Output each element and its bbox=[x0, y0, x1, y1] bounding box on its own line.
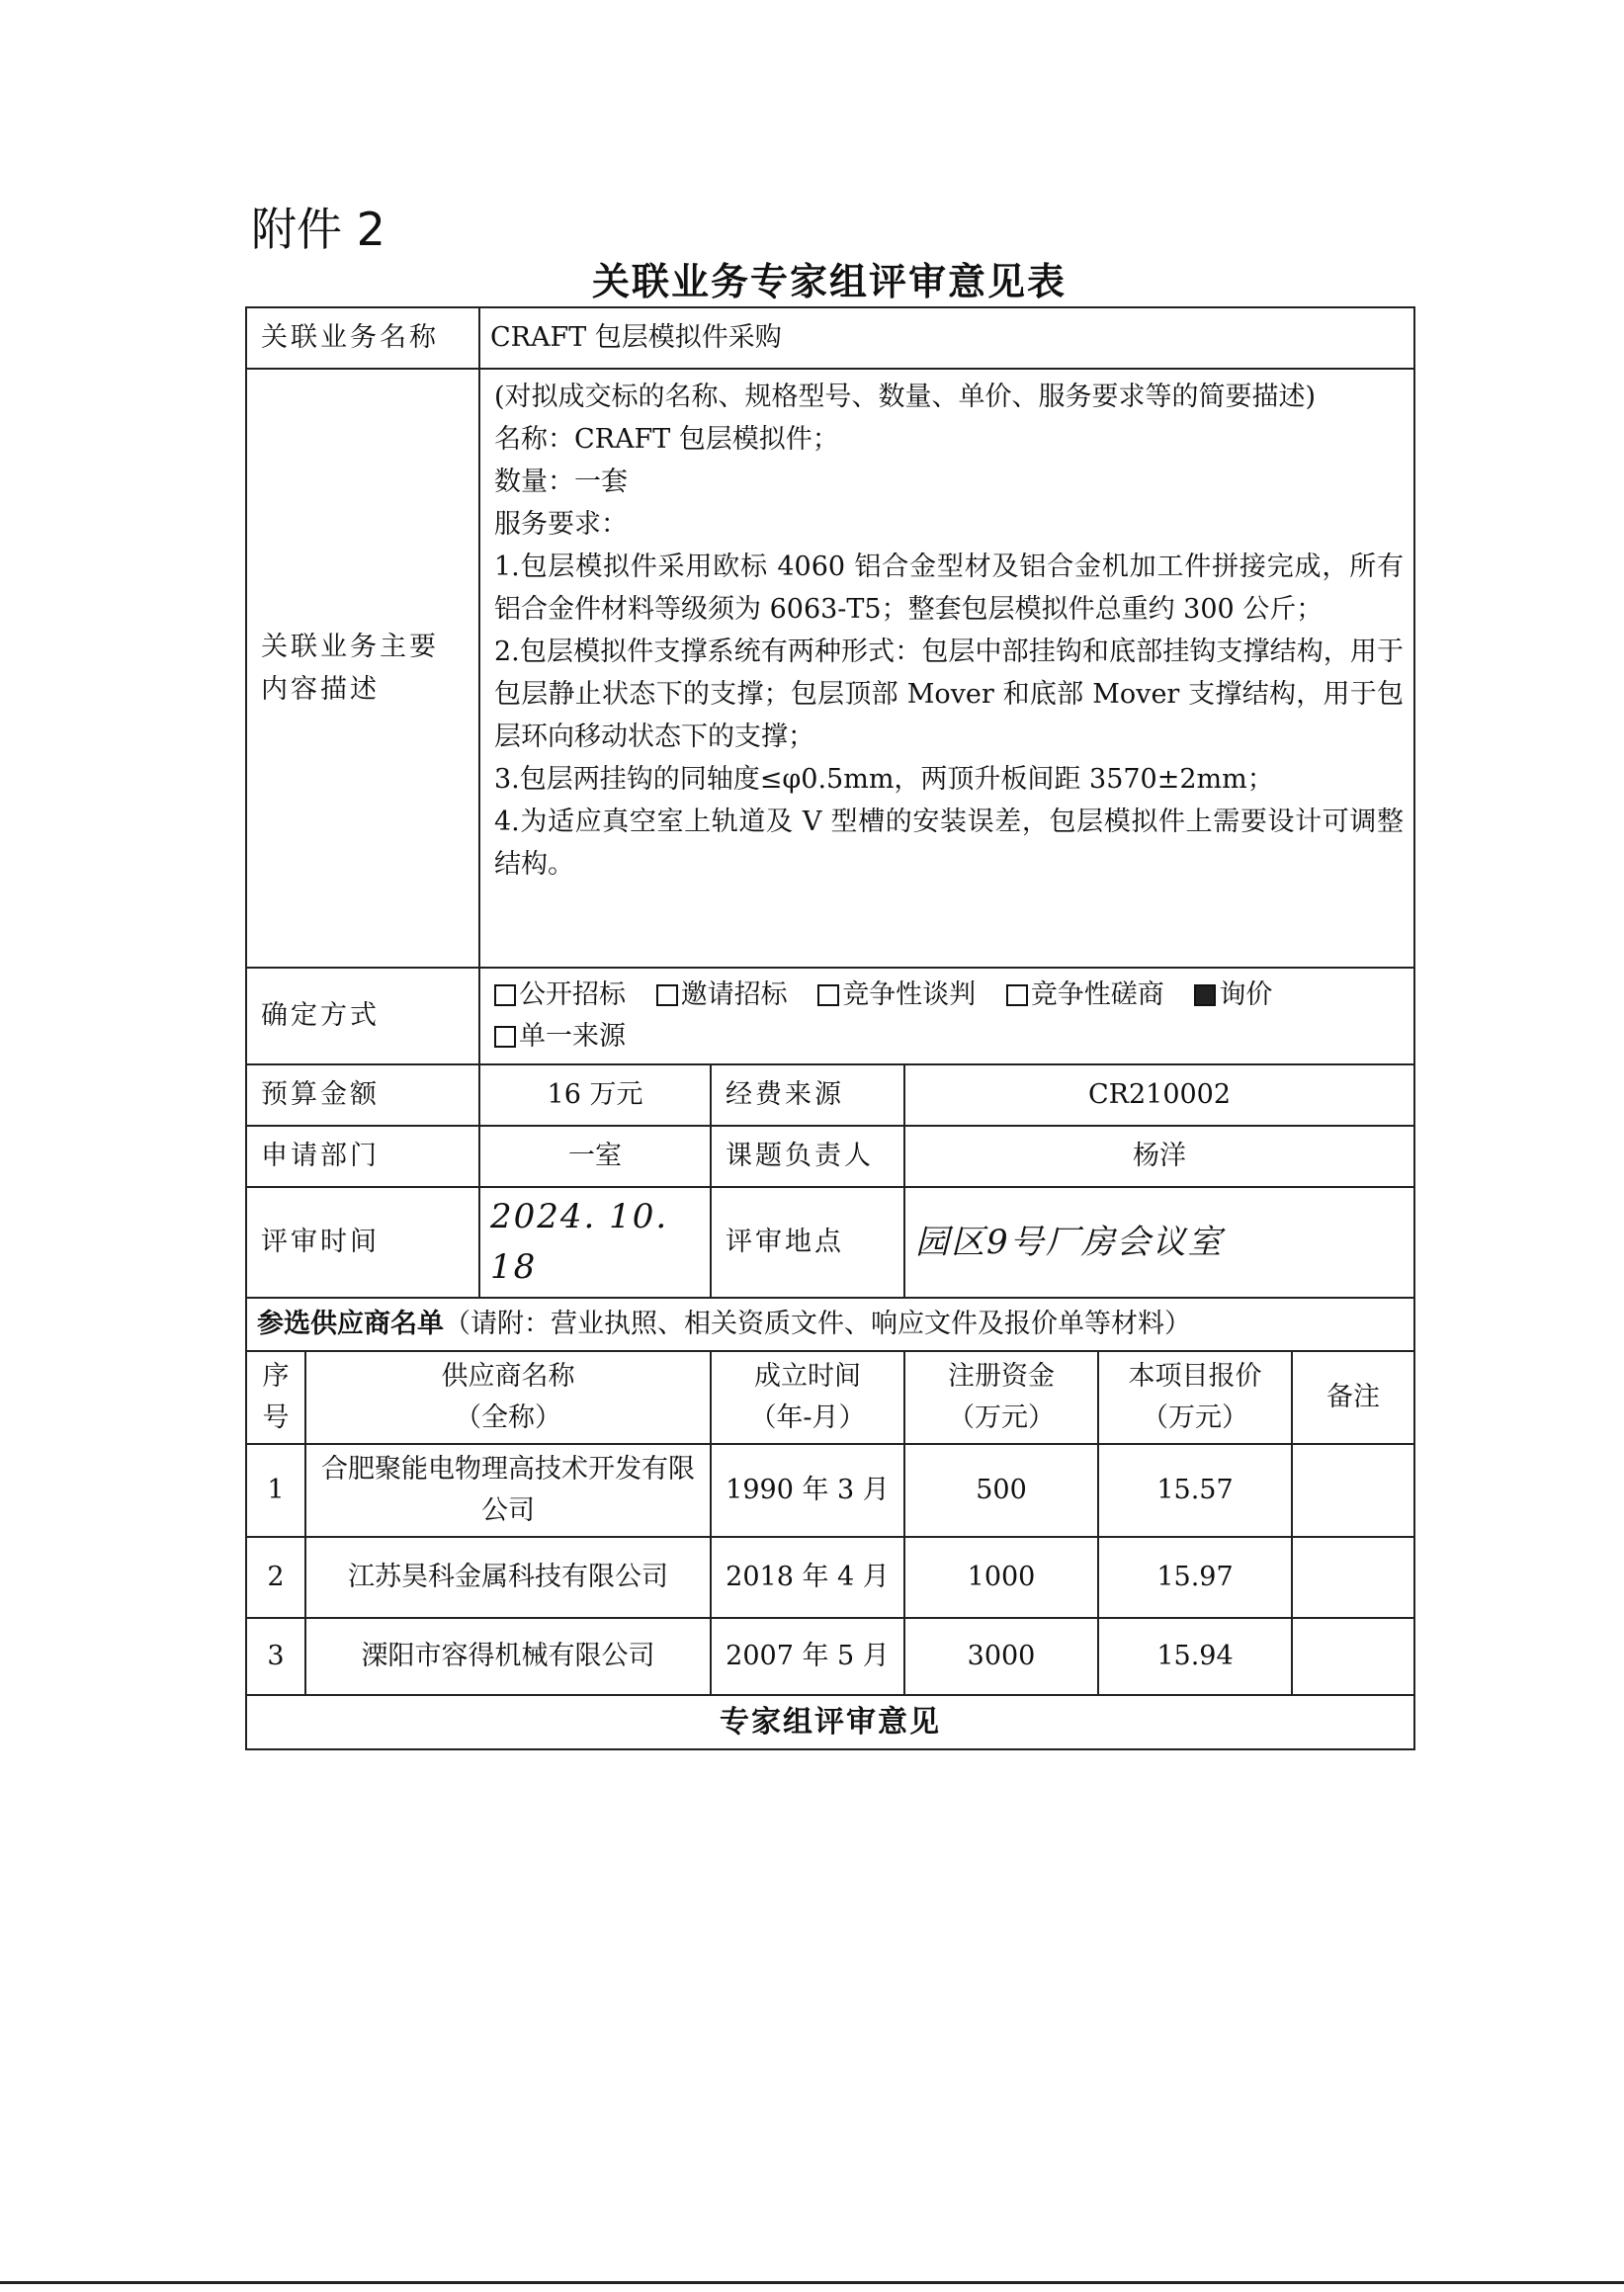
header-founded bbox=[711, 1351, 904, 1444]
method-option-public-tender[interactable] bbox=[494, 979, 626, 1010]
method-label: 确定方式 bbox=[246, 968, 479, 1064]
description-requirement-2: 2.包层模拟件支撑系统有两种形式：包层中部挂钩和底部挂钩支撑结构，用于包层静止状态下的支撑；包层顶部 Mover 和底部 Mover 支撑结构，用于包层环向移动状态下的支撑； bbox=[494, 637, 1405, 752]
header-quote bbox=[1098, 1351, 1292, 1444]
header-text: （万元） bbox=[948, 1402, 1055, 1433]
method-option-competitive-negotiation[interactable] bbox=[817, 979, 976, 1010]
supplier-name: 江苏昊科金属科技有限公司 bbox=[305, 1537, 711, 1618]
header-text: 注册资金 bbox=[948, 1361, 1055, 1392]
supplier-founded: 2018 年 4 月 bbox=[711, 1537, 904, 1618]
business-description-label bbox=[246, 369, 479, 968]
header-supplier-name bbox=[305, 1351, 711, 1444]
header-seq bbox=[246, 1351, 305, 1444]
method-option-single-source[interactable] bbox=[494, 1021, 626, 1052]
checkbox-icon[interactable] bbox=[494, 1026, 516, 1048]
description-label-line-1: 关联业务主要 bbox=[261, 632, 439, 662]
supplier-no: 2 bbox=[246, 1537, 305, 1618]
method-option-label: 邀请招标 bbox=[680, 979, 788, 1010]
project-leader-label: 课题负责人 bbox=[711, 1126, 904, 1187]
budget-row bbox=[246, 1064, 1414, 1126]
checkbox-icon[interactable] bbox=[494, 984, 516, 1006]
review-time-handwritten: 2024. 10. 18 bbox=[479, 1187, 711, 1298]
supplier-list-heading bbox=[246, 1298, 1414, 1351]
supplier-list-title: 参选供应商名单 bbox=[257, 1308, 444, 1339]
header-text: 成立时间 bbox=[754, 1361, 861, 1392]
supplier-list-heading-row bbox=[246, 1298, 1414, 1351]
description-item-quantity: 数量：一套 bbox=[494, 467, 628, 497]
expert-opinion-row bbox=[246, 1695, 1414, 1749]
department-value: 一室 bbox=[479, 1126, 711, 1187]
budget-label: 预算金额 bbox=[246, 1064, 479, 1126]
budget-value: 16 万元 bbox=[479, 1064, 711, 1126]
department-row bbox=[246, 1126, 1414, 1187]
checked-checkbox-icon[interactable] bbox=[1194, 984, 1216, 1006]
supplier-quote: 15.97 bbox=[1098, 1537, 1292, 1618]
supplier-no: 3 bbox=[246, 1618, 305, 1695]
supplier-founded: 2007 年 5 月 bbox=[711, 1618, 904, 1695]
project-leader-value: 杨洋 bbox=[904, 1126, 1414, 1187]
header-text: 号 bbox=[262, 1402, 290, 1433]
checkbox-icon[interactable] bbox=[817, 984, 839, 1006]
scan-edge-line bbox=[0, 2281, 1624, 2284]
review-form-table bbox=[245, 306, 1415, 1750]
supplier-capital: 500 bbox=[904, 1444, 1098, 1537]
method-option-competitive-consultation[interactable] bbox=[1006, 979, 1164, 1010]
description-label-line-2: 内容描述 bbox=[261, 674, 380, 705]
expert-opinion-label: 专家组评审意见 bbox=[246, 1695, 1414, 1749]
supplier-remark bbox=[1292, 1537, 1414, 1618]
funding-source-label: 经费来源 bbox=[711, 1064, 904, 1126]
table-row bbox=[246, 1537, 1414, 1618]
header-remark: 备注 bbox=[1292, 1351, 1414, 1444]
supplier-quote: 15.57 bbox=[1098, 1444, 1292, 1537]
supplier-name: 溧阳市容得机械有限公司 bbox=[305, 1618, 711, 1695]
method-options bbox=[479, 968, 1414, 1064]
supplier-table-header bbox=[246, 1351, 1414, 1444]
supplier-remark bbox=[1292, 1618, 1414, 1695]
department-label: 申请部门 bbox=[246, 1126, 479, 1187]
supplier-remark bbox=[1292, 1444, 1414, 1537]
method-option-label: 公开招标 bbox=[519, 979, 626, 1010]
review-time-label: 评审时间 bbox=[246, 1187, 479, 1298]
supplier-capital: 3000 bbox=[904, 1618, 1098, 1695]
method-row bbox=[246, 968, 1414, 1064]
description-requirement-3: 3.包层两挂钩的同轴度≤φ0.5mm，两顶升板间距 3570±2mm； bbox=[494, 764, 1274, 795]
description-requirement-4: 4.为适应真空室上轨道及 V 型槽的安装误差，包层模拟件上需要设计可调整结构。 bbox=[494, 806, 1405, 880]
method-option-label: 竞争性谈判 bbox=[842, 979, 977, 1010]
funding-source-value: CR210002 bbox=[904, 1064, 1414, 1126]
business-description-row bbox=[246, 369, 1414, 968]
review-row bbox=[246, 1187, 1414, 1298]
form-title: 关联业务专家组评审意见表 bbox=[591, 259, 1067, 303]
supplier-quote: 15.94 bbox=[1098, 1618, 1292, 1695]
header-text: 本项目报价 bbox=[1128, 1361, 1262, 1392]
header-text: 序 bbox=[262, 1361, 290, 1392]
method-option-label: 竞争性磋商 bbox=[1030, 979, 1164, 1010]
attachment-label: 附件 2 bbox=[251, 203, 385, 256]
review-place-label: 评审地点 bbox=[711, 1187, 904, 1298]
header-text: 供应商名称 bbox=[441, 1361, 575, 1392]
method-option-invited-tender[interactable] bbox=[656, 979, 788, 1010]
description-service-heading: 服务要求： bbox=[494, 509, 628, 540]
checkbox-icon[interactable] bbox=[1006, 984, 1028, 1006]
business-description-content bbox=[479, 369, 1414, 968]
description-intro: (对拟成交标的名称、规格型号、数量、单价、服务要求等的简要描述) bbox=[494, 382, 1317, 412]
supplier-founded: 1990 年 3 月 bbox=[711, 1444, 904, 1537]
business-name-row bbox=[246, 307, 1414, 369]
review-place-handwritten: 园区9号厂房会议室 bbox=[904, 1187, 1414, 1298]
method-option-label: 询价 bbox=[1219, 979, 1273, 1010]
description-item-name: 名称：CRAFT 包层模拟件； bbox=[494, 424, 839, 455]
business-name-value: CRAFT 包层模拟件采购 bbox=[479, 307, 1414, 369]
method-option-label: 单一来源 bbox=[519, 1021, 626, 1052]
method-option-inquiry[interactable] bbox=[1194, 979, 1272, 1010]
header-text: （年-月） bbox=[749, 1402, 866, 1433]
supplier-list-note: （请附：营业执照、相关资质文件、响应文件及报价单等材料） bbox=[444, 1308, 1191, 1339]
table-row bbox=[246, 1444, 1414, 1537]
description-requirement-1: 1.包层模拟件采用欧标 4060 铝合金型材及铝合金机加工件拼接完成，所有铝合金件材料等级须为 6063-T5；整套包层模拟件总重约 300 公斤； bbox=[494, 552, 1405, 625]
supplier-capital: 1000 bbox=[904, 1537, 1098, 1618]
checkbox-icon[interactable] bbox=[656, 984, 678, 1006]
supplier-name: 合肥聚能电物理高技术开发有限公司 bbox=[305, 1444, 711, 1537]
supplier-no: 1 bbox=[246, 1444, 305, 1537]
business-name-label: 关联业务名称 bbox=[246, 307, 479, 369]
header-text: （全称） bbox=[455, 1402, 561, 1433]
header-text: （万元） bbox=[1142, 1402, 1248, 1433]
header-capital bbox=[904, 1351, 1098, 1444]
table-row bbox=[246, 1618, 1414, 1695]
